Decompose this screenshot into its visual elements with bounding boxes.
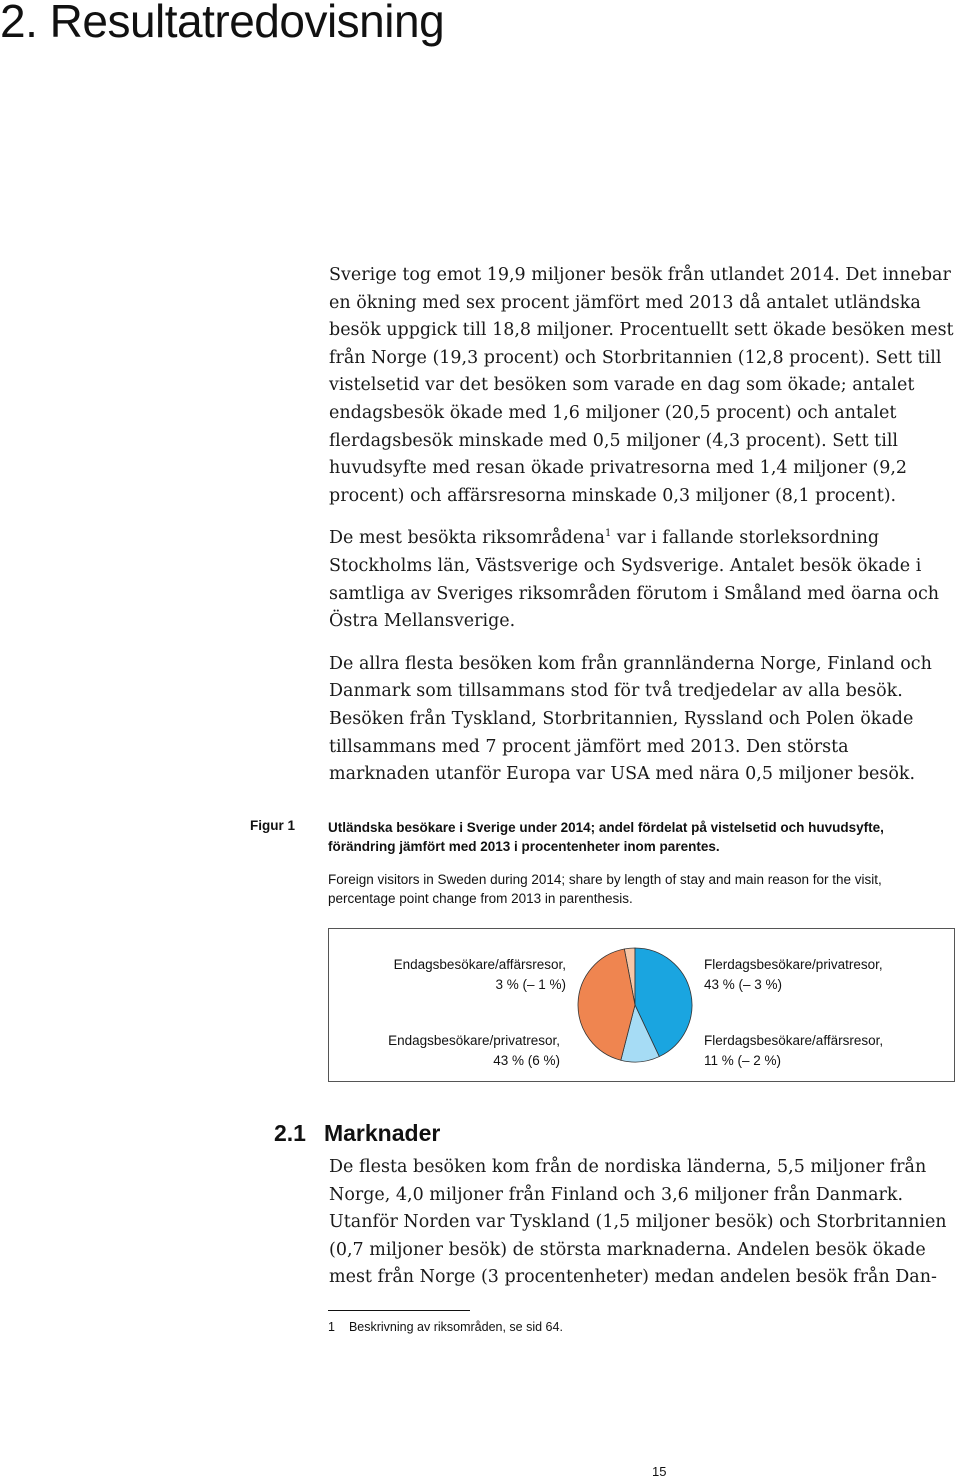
section-text [329, 1154, 954, 1307]
footnote-text: Beskrivning av riksområden, se sid 64. [348, 1320, 563, 1334]
pie-label-endag-privat [320, 1031, 560, 1071]
section-number: 2.1 [274, 1120, 306, 1146]
chapter-title: 2. Resultatredovisning [0, 0, 445, 47]
footnote [328, 1320, 563, 1334]
section-heading [274, 1120, 440, 1147]
figure-caption-swedish: Utländska besökare i Sverige under 2014; andel fördelat på vistelsetid och huvudsyfte, förändring jämfört med 2013 i procentenheter inom parentes. [328, 820, 884, 854]
pie-label-endag-affar [326, 955, 566, 995]
section-paragraph: De flesta besöken kom från de nordiska länderna, 5,5 miljoner från Norge, 4,0 miljoner från Finland och 3,6 miljoner från Danmark. Utanför Norden var Tyskland (1,5 miljoner besök) och Storbritannien (0,7 miljoner besök) de största marknaderna. Andelen besök ökade mest från Norge (3 procentenheter) medan andelen besök från Dan- [329, 1157, 947, 1288]
intro-paragraph-1: Sverige tog emot 19,9 miljoner besök från utlandet 2014. Det innebar en ökning med sex procent jämfört med 2013 då antalet utländska besök uppgick till 18,8 miljoner. Procentuellt sett ökade besöken mest från Norge (19,3 procent) och Storbritannien (12,8 procent). Sett till vistelsetid var det besöken som varade en dag som ökade; antalet endagsbesök ökade med 1,6 miljoner (20,5 procent) och antalet flerdagsbesök minskade med 0,5 miljoner (4,3 procent). Sett till huvudsyfte med resan ökade privatresorna med 1,4 miljoner (9,2 procent) och affärsresorna minskade 0,3 miljoner (8,1 procent). [329, 265, 954, 506]
pie-label-flerdag-affar-line1: Flerdagsbesökare/affärsresor, [704, 1033, 884, 1048]
intro-paragraph-3: De allra flesta besöken kom från grannländerna Norge, Finland och Danmark som tillsammans stod för två tredjedelar av alla besök. Besöken från Tyskland, Storbritannien, Ryssland och Polen ökade tillsammans med 7 procent jämfört med 2013. Den största marknaden utanför Europa var USA med nära 0,5 miljoner besök. [329, 653, 932, 785]
figure-label: Figur 1 [250, 818, 296, 833]
pie-label-flerdag-affar-line2: 11 % (– 2 %) [704, 1053, 782, 1068]
pie-chart [577, 941, 697, 1069]
pie-label-endag-affar-line1: Endagsbesökare/affärsresor, [393, 957, 566, 972]
page-number: 15 [652, 1464, 667, 1479]
intro-paragraph-2 [329, 525, 954, 635]
intro-paragraph-2-end: var i fallande storleksordning Stockholms län, Västsverige och Sydsverige. Antalet besök ökade i samtliga av Sveriges riksområden förutom i Småland med öarna och Östra Mellansverige. [329, 528, 940, 632]
figure-caption-english: Foreign visitors in Sweden during 2014; share by length of stay and main reason for the visit, percentage point change from 2013 in parenthesis. [328, 872, 882, 906]
footnote-divider [328, 1310, 470, 1311]
intro-paragraph-2-start: De mest besökta riksområdena [329, 528, 605, 549]
pie-label-flerdag-privat-line1: Flerdagsbesökare/privatresor, [704, 957, 883, 972]
intro-text [329, 262, 954, 804]
pie-label-flerdag-privat-line2: 43 % (– 3 %) [704, 977, 783, 992]
pie-label-flerdag-affar [704, 1031, 944, 1071]
pie-label-endag-affar-line2: 3 % (– 1 %) [495, 977, 566, 992]
pie-label-flerdag-privat [704, 955, 944, 995]
section-title: Marknader [323, 1120, 441, 1146]
pie-label-endag-privat-line2: 43 % (6 %) [493, 1053, 560, 1068]
footnote-ref: 1 [604, 528, 612, 540]
figure-caption [328, 818, 948, 908]
footnote-number: 1 [328, 1320, 335, 1334]
pie-label-endag-privat-line1: Endagsbesökare/privatresor, [388, 1033, 560, 1048]
